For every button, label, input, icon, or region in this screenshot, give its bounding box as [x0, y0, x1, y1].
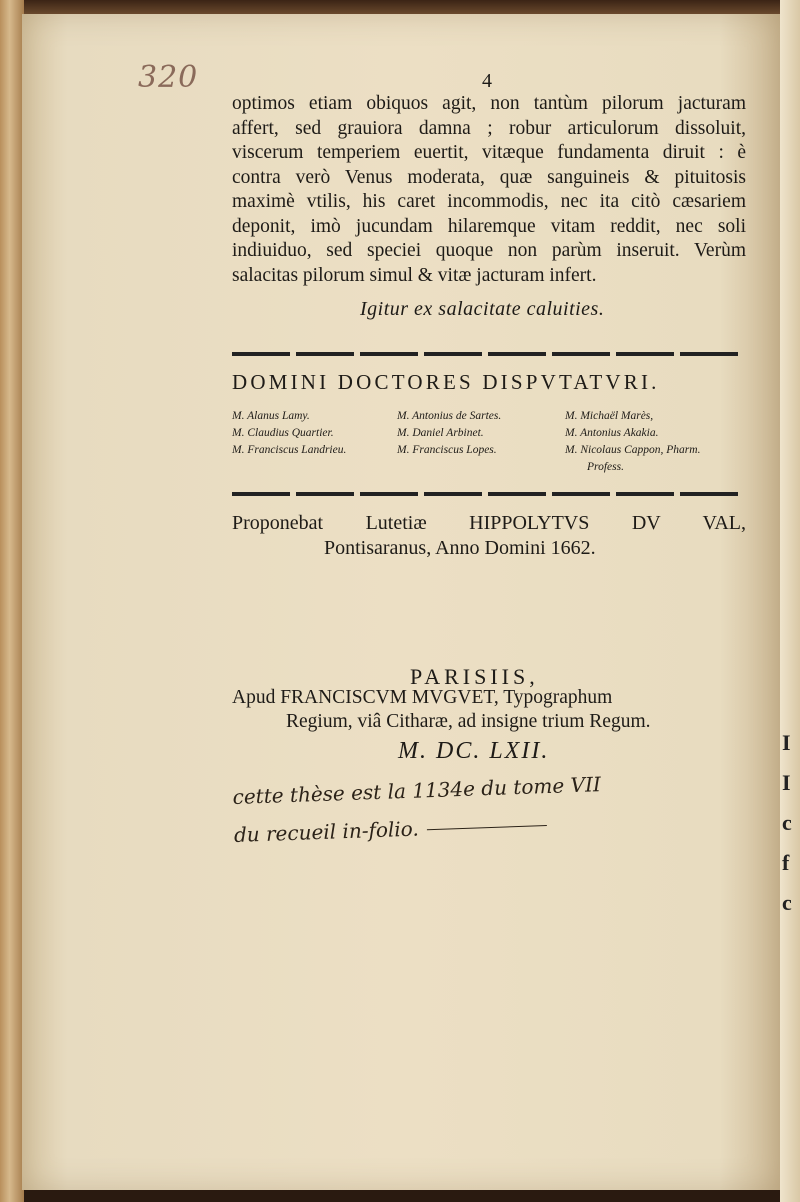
body-paragraph [232, 92, 746, 288]
imprint-city: PARISIIS, [410, 664, 539, 689]
doctors-heading: DOMINI DOCTORES DISPVTATVRI. [232, 370, 660, 394]
imprint [232, 686, 746, 734]
doctor-name: M. Michaël Marès, [565, 410, 654, 422]
imprint-line: Regium, viâ Citharæ, ad insigne trium Regum. [286, 711, 651, 732]
ornamental-rule [232, 492, 744, 496]
body-line: indiuiduo, sed speciei quoque non parùm inseruit. Verùm [232, 240, 746, 261]
respondent-line: Pontisaranus, Anno Domini 1662. [324, 537, 596, 559]
doctor-name: M. Alanus Lamy. [232, 410, 310, 422]
ornamental-rule [232, 352, 744, 356]
facing-page-edge: I I c f c [780, 0, 800, 1202]
doctor-name: M. Daniel Arbinet. [397, 427, 484, 439]
doctors-list [232, 408, 752, 476]
doctor-name: M. Franciscus Lopes. [397, 444, 497, 456]
body-line: affert, sed grauiora damna ; robur articulorum dissoluit, [232, 117, 746, 139]
body-line: deponit, imò jucundam hilaremque vitam reddit, nec soli [232, 215, 746, 237]
imprint-year: M. DC. LXII. [398, 738, 550, 764]
handwritten-stroke [427, 825, 547, 830]
imprint-line: Apud FRANCISCVM MVGVET, Typographum [232, 687, 613, 708]
body-line: maximè vtilis, his caret incommodis, nec ita citò cæsariem [232, 191, 746, 212]
handwritten-line: cette thèse est la 1134e du tome VII [232, 772, 602, 809]
doctor-name: M. Nicolaus Cappon, Pharm. [565, 444, 701, 456]
doctor-name: M. Franciscus Landrieu. [232, 444, 347, 456]
body-line: viscerum temperiem euertit, vitæque fundamenta diruit : è [232, 142, 746, 163]
body-line: contra verò Venus moderata, quæ sanguineis & pituitosis [232, 166, 746, 188]
doctor-name: M. Claudius Quartier. [232, 427, 334, 439]
body-line: salacitas pilorum simul & vitæ jacturam infert. [232, 264, 597, 286]
doctor-name: M. Antonius Akakia. [565, 427, 659, 439]
doctor-name: Profess. [587, 461, 624, 473]
doctor-name [397, 459, 565, 476]
page-number: 4 [482, 70, 492, 92]
book-spine [0, 0, 24, 1202]
manuscript-number: 320 [138, 60, 199, 95]
handwritten-text: du recueil in-folio. [233, 816, 420, 847]
respondent-line: Proponebat Lutetiæ HIPPOLYTVS DV VAL, [232, 512, 746, 534]
doctor-name: M. Antonius de Sartes. [397, 410, 502, 422]
body-line: optimos etiam obiquos agit, non tantùm pilorum jacturam [232, 93, 746, 114]
respondent-statement [232, 511, 746, 561]
doctor-name [232, 459, 397, 476]
conclusion: Igitur ex salacitate caluities. [360, 298, 605, 320]
